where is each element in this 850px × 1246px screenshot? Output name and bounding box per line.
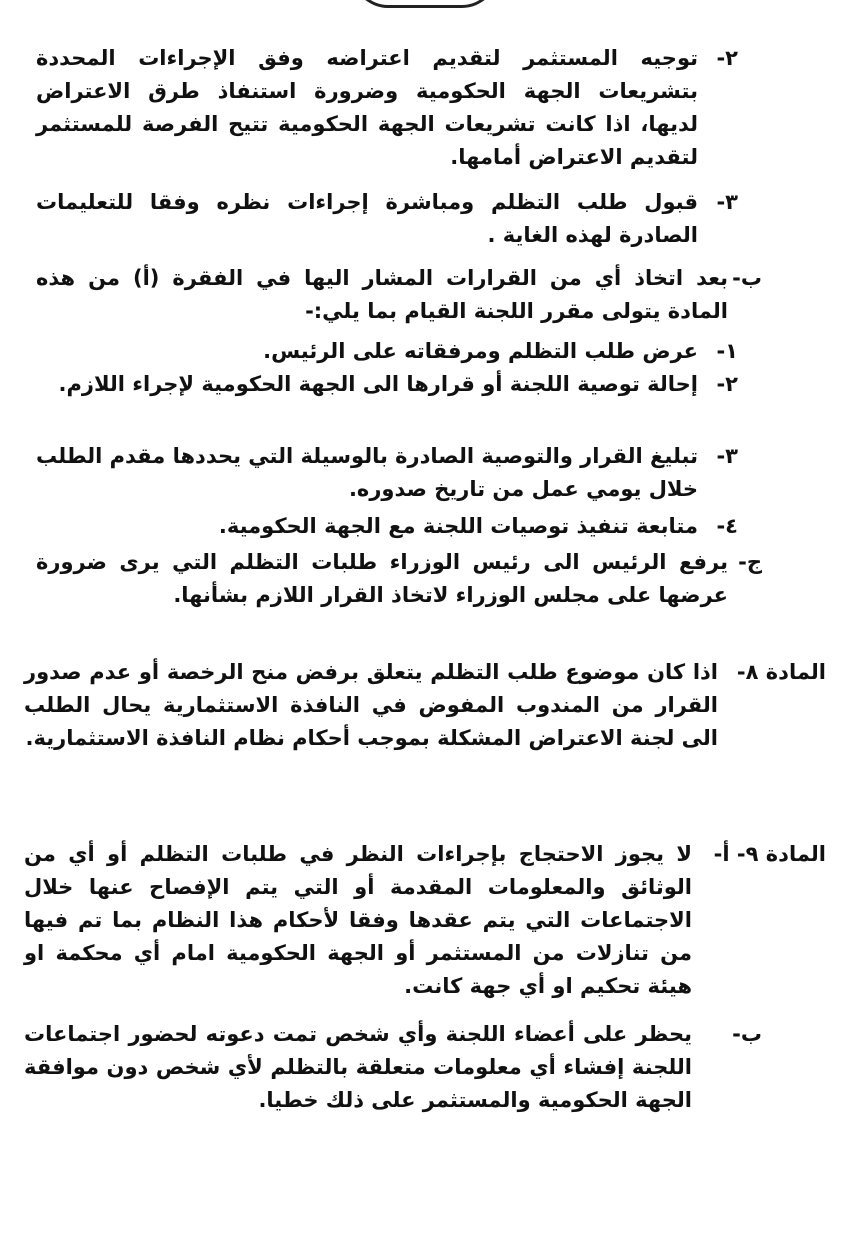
article-9-b-text: يحظر على أعضاء اللجنة وأي شخص تمت دعوته لحضور اجتماعات اللجنة إفشاء أي معلومات متعلقة بالتظلم لأي شخص دون موافقة الجهة الحكومية والمستثمر على ذلك خطيا. [24, 1022, 692, 1112]
article-9-label: المادة ٩- أ- [713, 842, 826, 866]
item-2-text: توجيه المستثمر لتقديم اعتراضه وفق الإجراءات المحددة بتشريعات الجهة الحكومية وضرورة استنفاذ طرق الاعتراض لديها، اذا كانت تشريعات الجهة الحكومية تتيح الفرصة للمستثمر لتقديم الاعتراض أمامها. [36, 46, 698, 169]
subitem-2-text: إحالة توصية اللجنة أو قرارها الى الجهة الحكومية لإجراء اللازم. [58, 372, 698, 396]
clause-b-text: بعد اتخاذ أي من القرارات المشار اليها في الفقرة (أ) من هذه المادة يتولى مقرر اللجنة القيام بما يلي:- [36, 266, 728, 323]
article-9-a-text: لا يجوز الاحتجاج بإجراءات النظر في طلبات التظلم أو أي من الوثائق والمعلومات المقدمة أو التي يتم الإفصاح عنها خلال الاجتماعات التي يتم عقدها وفقا لأحكام هذا النظام بما تم فيها من تنازلات من المستثمر أو الجهة الحكومية امام أي محكمة او هيئة تحكيم او أي جهة كانت. [24, 842, 692, 998]
item-3-text: قبول طلب التظلم ومباشرة إجراءات نظره وفقا للتعليمات الصادرة لهذه الغاية . [36, 190, 698, 247]
clause-c-marker: ج- [738, 550, 762, 574]
subitem-3-text: تبليغ القرار والتوصية الصادرة بالوسيلة التي يحددها مقدم الطلب خلال يومي عمل من تاريخ صدوره. [36, 444, 698, 501]
item-3-number: ٣- [716, 190, 738, 214]
clause-c-text: يرفع الرئيس الى رئيس الوزراء طلبات التظلم التي يرى ضرورة عرضها على مجلس الوزراء لاتخاذ القرار اللازم بشأنها. [36, 550, 728, 607]
subitem-2-number: ٢- [716, 372, 738, 396]
subitem-1-number: ١- [716, 339, 738, 363]
article-8-text: اذا كان موضوع طلب التظلم يتعلق برفض منح الرخصة أو عدم صدور القرار من المندوب المفوض في النافذة الاستثمارية يحال الطلب الى لجنة الاعتراض المشكلة بموجب أحكام نظام النافذة الاستثمارية. [24, 660, 718, 750]
subitem-1-text: عرض طلب التظلم ومرفقاته على الرئيس. [263, 339, 698, 363]
subitem-3-number: ٣- [716, 444, 738, 468]
subitem-4-number: ٤- [716, 514, 738, 538]
emblem-seal [352, 0, 498, 8]
article-8-label: المادة ٨- [736, 660, 826, 684]
clause-b-marker: ب- [732, 266, 762, 290]
subitem-4-text: متابعة تنفيذ توصيات اللجنة مع الجهة الحكومية. [218, 514, 698, 538]
item-2-number: ٢- [716, 46, 738, 70]
article-9-b-marker: ب- [732, 1022, 762, 1046]
